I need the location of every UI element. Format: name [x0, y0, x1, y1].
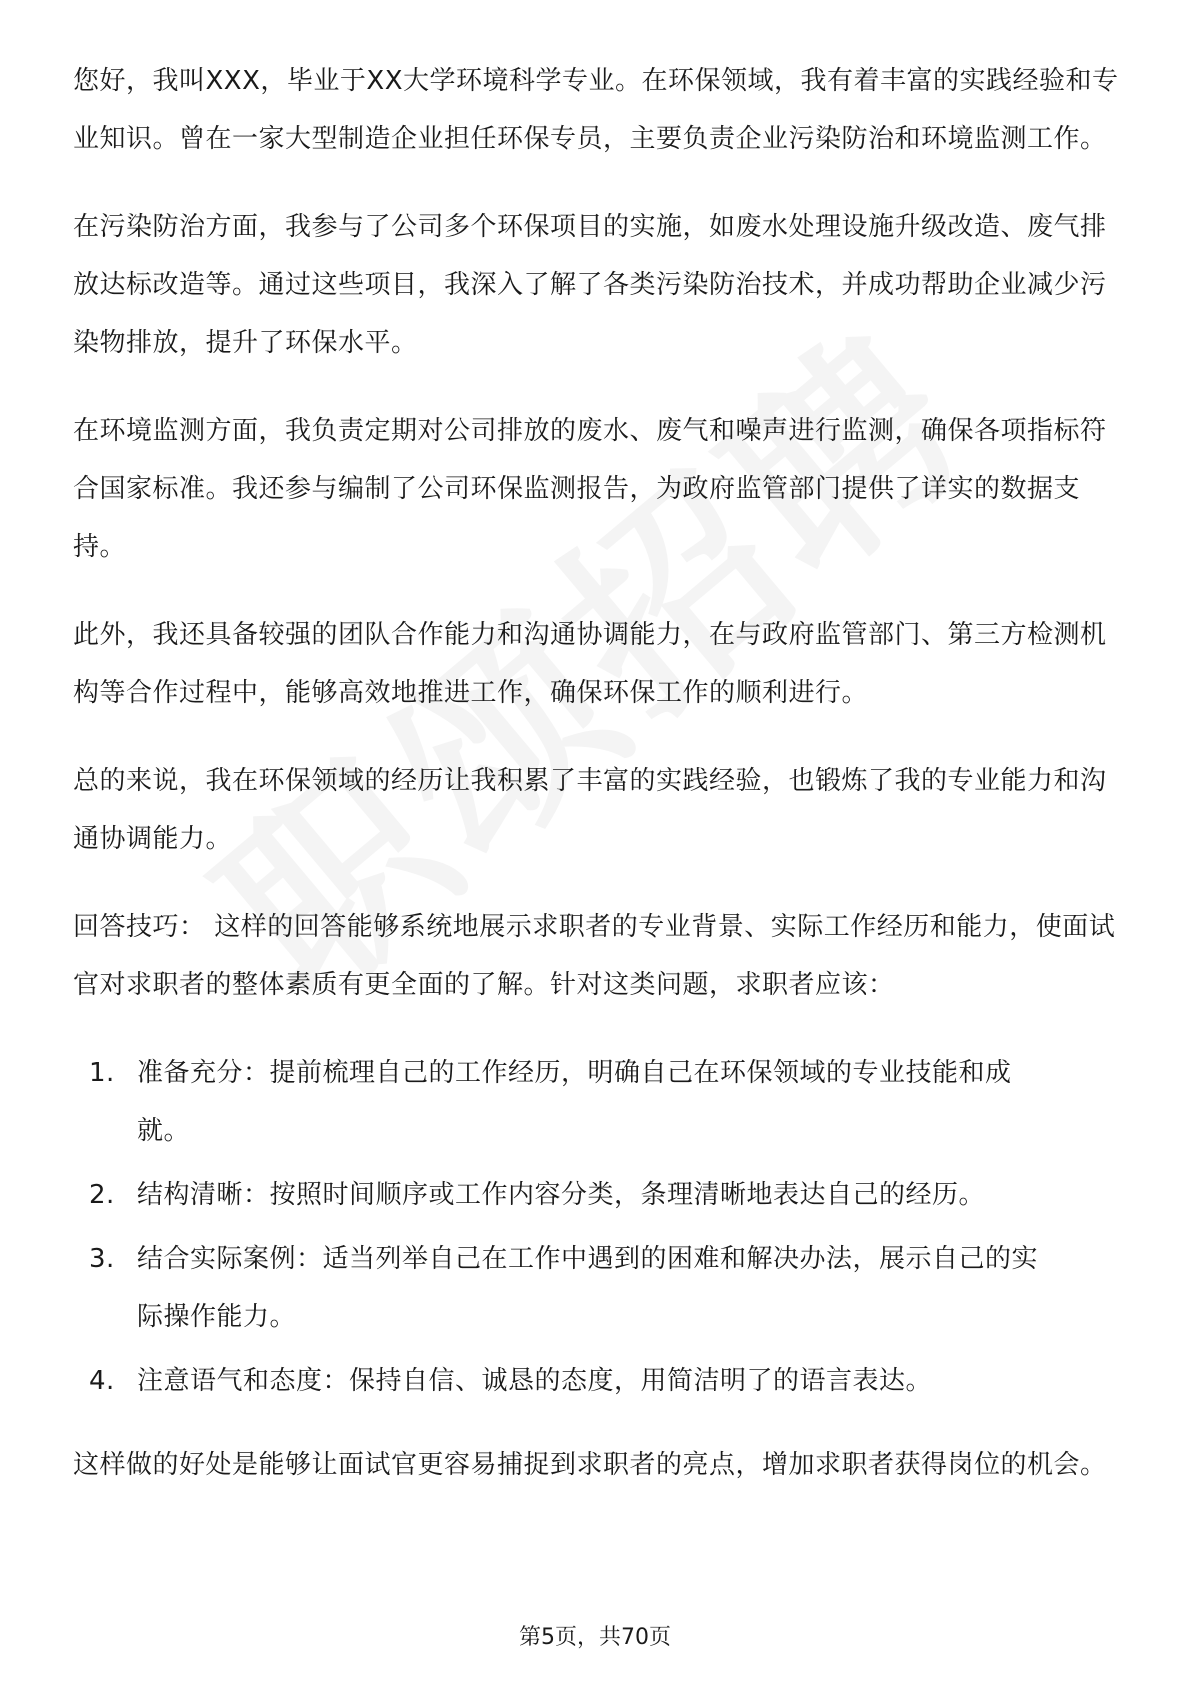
list-number: 2. [89, 1180, 115, 1210]
list-text: 准备充分：提前梳理自己的工作经历，明确自己在环保领域的专业技能和成就。 [137, 1058, 1012, 1146]
paragraph-closing: 这样做的好处是能够让面试官更容易捕捉到求职者的亮点，增加求职者获得岗位的机会。 [73, 1450, 1107, 1480]
paragraph-monitoring: 在环境监测方面，我负责定期对公司排放的废水、废气和噪声进行监测，确保各项指标符合国家标准。我还参与编制了公司环保监测报告，为政府监管部门提供了详实的数据支持。 [73, 416, 1107, 562]
list-item [73, 1166, 1123, 1224]
paragraph-answer-tips: 回答技巧： 这样的回答能够系统地展示求职者的专业背景、实际工作经历和能力，使面试官对求职者的整体素质有更全面的了解。针对这类问题，求职者应该： [73, 912, 1116, 1000]
list-text: 结构清晰：按照时间顺序或工作内容分类，条理清晰地表达自己的经历。 [137, 1180, 986, 1210]
list-text: 结合实际案例：适当列举自己在工作中遇到的困难和解决办法，展示自己的实际操作能力。 [137, 1244, 1039, 1332]
page-footer: 第5页，共70页 [519, 1625, 671, 1650]
document-body [73, 52, 1123, 1524]
list-number: 1. [89, 1058, 115, 1088]
list-number: 3. [89, 1244, 115, 1274]
paragraph-intro: 您好，我叫XXX，毕业于XX大学环境科学专业。在环保领域，我有着丰富的实践经验和专业知识。曾在一家大型制造企业担任环保专员，主要负责企业污染防治和环境监测工作。 [73, 66, 1119, 154]
list-item [73, 1230, 1123, 1346]
paragraph-summary: 总的来说，我在环保领域的经历让我积累了丰富的实践经验，也锻炼了我的专业能力和沟通协调能力。 [73, 766, 1107, 854]
paragraph-teamwork: 此外，我还具备较强的团队合作能力和沟通协调能力，在与政府监管部门、第三方检测机构等合作过程中，能够高效地推进工作，确保环保工作的顺利进行。 [73, 620, 1107, 708]
list-item [73, 1044, 1123, 1160]
list-text: 注意语气和态度：保持自信、诚恳的态度，用简洁明了的语言表达。 [137, 1366, 933, 1396]
list-item [73, 1352, 1123, 1410]
list-number: 4. [89, 1366, 115, 1396]
paragraph-pollution-control: 在污染防治方面，我参与了公司多个环保项目的实施，如废水处理设施升级改造、废气排放达标改造等。通过这些项目，我深入了解了各类污染防治技术，并成功帮助企业减少污染物排放，提升了环保水平。 [73, 212, 1107, 358]
tips-list [73, 1044, 1123, 1410]
